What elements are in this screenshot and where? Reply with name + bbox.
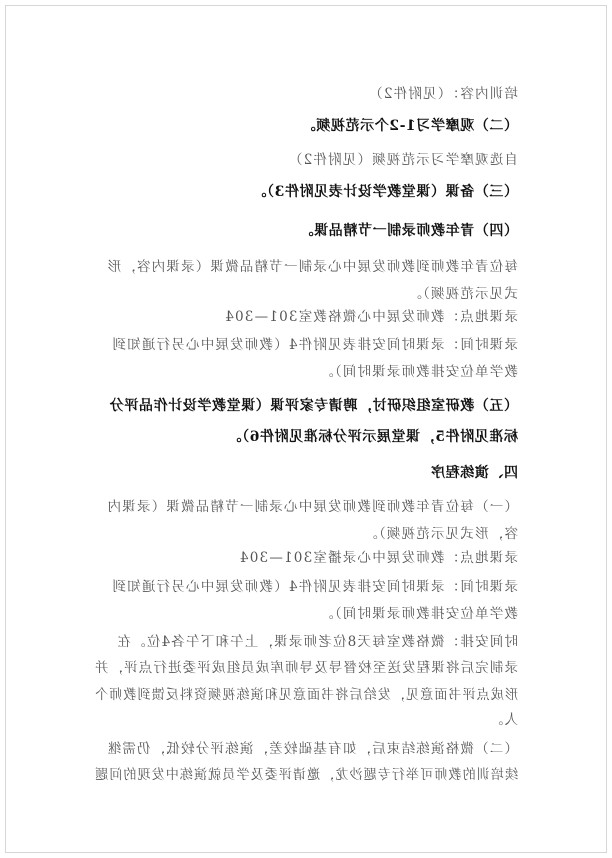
text-line: 每位青年教师到教师发展中心录制一节精品微课（录课内容，形 xyxy=(106,259,518,275)
text-line: （一）每位青年教师到教师发展中心录制一节精品微课（录课内 xyxy=(106,499,518,515)
section-heading: （二）观摩学习1-2个示范视频。 xyxy=(301,118,518,134)
text-line: 形成点评书面意见，发给后将书面意见和演练视频资料反馈到教师个 xyxy=(93,687,518,703)
section-heading: （四）青年教师录制一节精品课。 xyxy=(299,223,518,239)
text-line: 式见示范视频）。 xyxy=(407,286,518,302)
text-line: 培训内容：（见附件2） xyxy=(367,86,518,102)
text-line: 时间安排：微格教室每天8位老师录课，上午和下午各4位。在 xyxy=(116,634,518,650)
section-heading: （五）教研室组织研讨，聘请专家评课（课堂教学设计作品评分 xyxy=(109,398,518,414)
text-line: 录课地点：教师发展中心录播室301—304 xyxy=(238,550,518,566)
section-heading: （三）备课（课堂教学设计表见附件3）。 xyxy=(251,184,518,200)
text-line: 教学单位安排教师录课时间）。 xyxy=(318,606,518,622)
text-line: 容，形式见示范视频）。 xyxy=(363,526,518,542)
text-line: 教学单位安排教师录课时间）。 xyxy=(318,364,518,380)
text-line: 录制完后将课程发送至校督导及导师库成员组成评委进行点评，并 xyxy=(93,660,518,676)
text-line: 录课地点：教师发展中心微格教室301—304 xyxy=(224,309,518,325)
text-line: 人。 xyxy=(488,712,518,728)
section-heading: 标准见附件5，课堂展示评分标准见附件6）。 xyxy=(226,429,518,445)
text-line: 续培训的教师可举行专题沙龙，邀请评委及学员就演练中发现的问题 xyxy=(93,767,518,783)
text-line: （二）微格演练结束后，如有基础较差，演练评分较低，仍需继 xyxy=(106,741,518,757)
text-line: 自选观摩学习示范视频（见附件2） xyxy=(287,152,518,168)
text-line: 录课时间：录课时间安排表见附件4（教师发展中心另行通知到 xyxy=(111,579,518,595)
text-line: 录课时间：录课时间安排表见附件4（教师发展中心另行通知到 xyxy=(111,337,518,353)
section-heading: 四、演练程序 xyxy=(430,465,518,481)
